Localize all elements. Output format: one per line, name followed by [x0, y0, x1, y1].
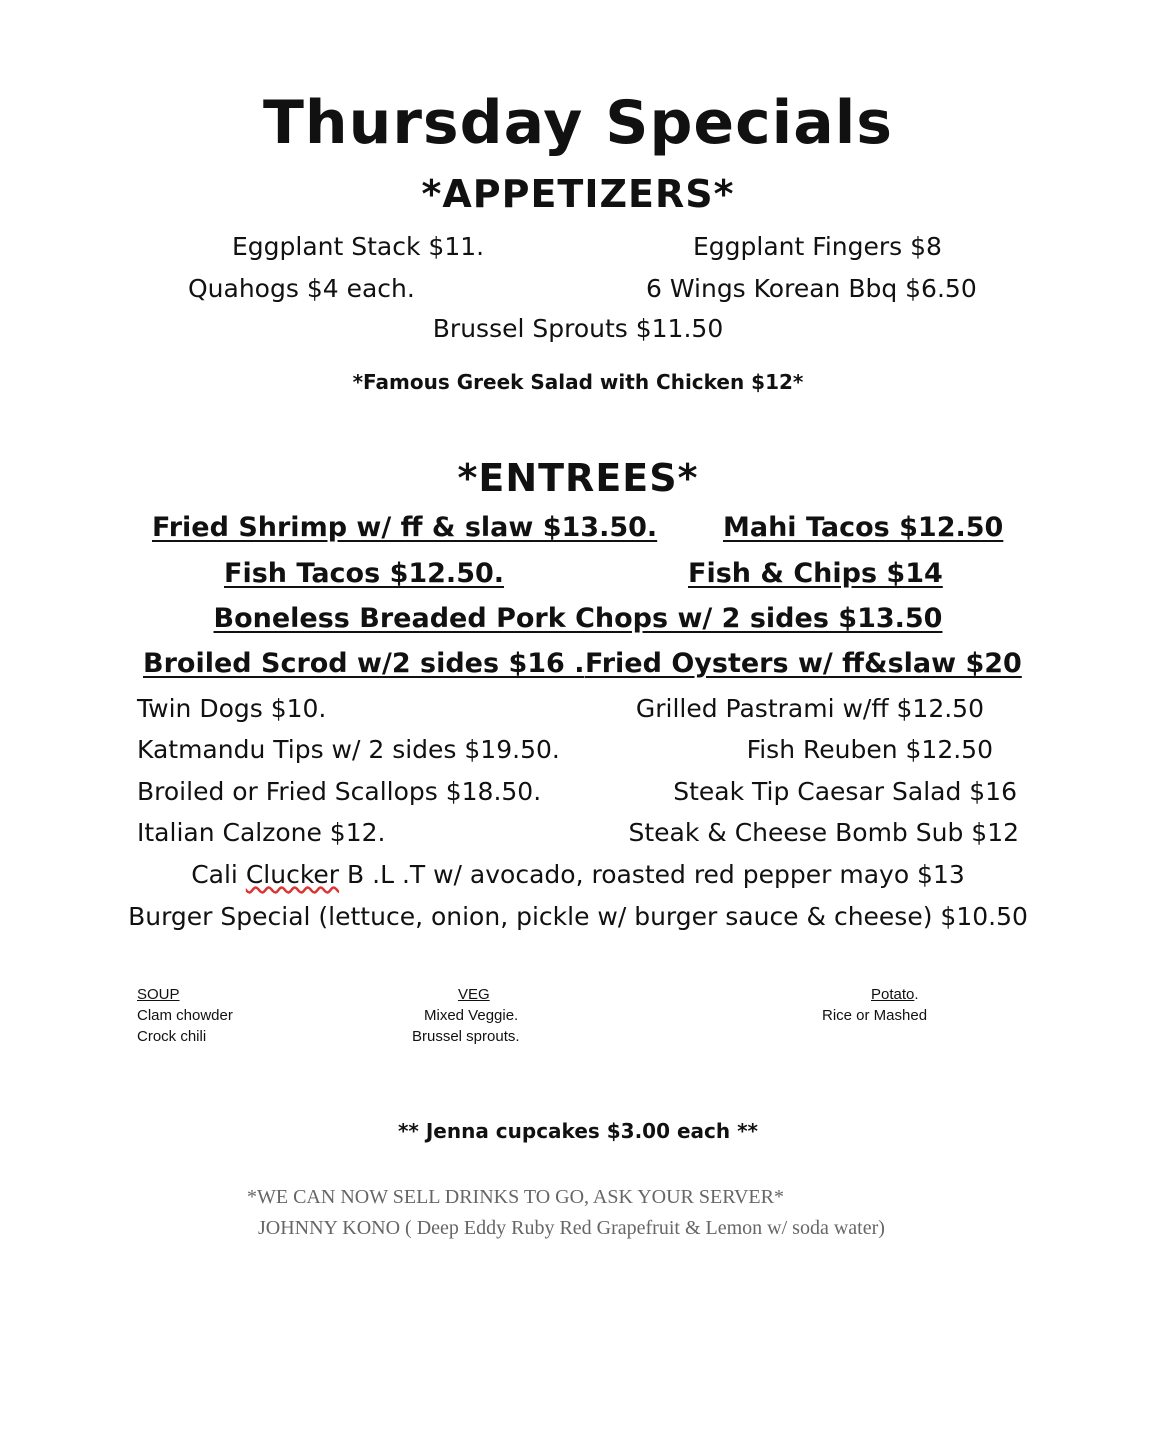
entree-item: Broiled Scrod w/2 sides $16 . — [143, 648, 585, 679]
entree-item-cali — [0, 860, 1156, 889]
entree-item: Mahi Tacos $12.50 — [723, 512, 1004, 543]
potato-heading: Potato — [871, 986, 915, 1003]
veg-heading: VEG — [458, 986, 490, 1003]
potato-heading-wrap — [871, 986, 919, 1003]
potato-heading-suffix: . — [914, 986, 919, 1003]
soup-item: Crock chili — [137, 1028, 207, 1045]
drinks-special: JOHNNY KONO ( Deep Eddy Ruby Red Grapefruit & Lemon w/ soda water) — [258, 1217, 885, 1239]
entrees-heading: *ENTREES* — [457, 456, 699, 500]
veg-item: Brussel sprouts. — [412, 1028, 520, 1045]
soup-item: Clam chowder — [137, 1007, 233, 1024]
entree-item: Steak Tip Caesar Salad $16 — [673, 777, 1017, 806]
entree-item: Fish Reuben $12.50 — [746, 735, 993, 764]
entree-item: Grilled Pastrami w/ff $12.50 — [635, 694, 984, 723]
potato-item: Rice or Mashed — [822, 1007, 928, 1024]
entree-item: Twin Dogs $10. — [137, 694, 327, 723]
appetizer-item: 6 Wings Korean Bbq $6.50 — [646, 274, 977, 303]
entree-item: Fish & Chips $14 — [688, 558, 943, 589]
entree-item: Steak & Cheese Bomb Sub $12 — [628, 818, 1019, 847]
entree-item: Katmandu Tips w/ 2 sides $19.50. — [137, 735, 560, 764]
entree-item: Fried Oysters w/ ff&slaw $20 — [585, 648, 1022, 679]
entree-item: Fried Shrimp w/ ff & slaw $13.50. — [152, 512, 658, 543]
cali-suffix: B .L .T w/ avocado, roasted red pepper mayo $13 — [339, 860, 965, 889]
appetizer-item: Eggplant Stack $11. — [232, 232, 485, 261]
appetizers-heading: *APPETIZERS* — [421, 172, 735, 216]
entree-item: Italian Calzone $12. — [137, 818, 386, 847]
appetizer-item: Eggplant Fingers $8 — [693, 232, 942, 261]
dessert-special: ** Jenna cupcakes $3.00 each ** — [397, 1119, 759, 1143]
misspelled-word: Clucker — [245, 860, 340, 889]
veg-item: Mixed Veggie. — [424, 1007, 519, 1024]
entree-item: Fish Tacos $12.50. — [224, 558, 505, 589]
drinks-notice: *WE CAN NOW SELL DRINKS TO GO, ASK YOUR SERVER* — [247, 1186, 784, 1208]
entree-item: Broiled or Fried Scallops $18.50. — [137, 777, 542, 806]
page-title: Thursday Specials — [262, 88, 893, 158]
cali-prefix: Cali — [191, 860, 246, 889]
appetizer-item: Quahogs $4 each. — [188, 274, 415, 303]
appetizer-item: Brussel Sprouts $11.50 — [432, 314, 724, 343]
soup-heading: SOUP — [137, 986, 180, 1003]
appetizer-feature: *Famous Greek Salad with Chicken $12* — [352, 370, 804, 394]
entree-item: Boneless Breaded Pork Chops w/ 2 sides $13.50 — [213, 603, 943, 634]
entree-item-burger: Burger Special (lettuce, onion, pickle w/ burger sauce & cheese) $10.50 — [128, 902, 1028, 931]
